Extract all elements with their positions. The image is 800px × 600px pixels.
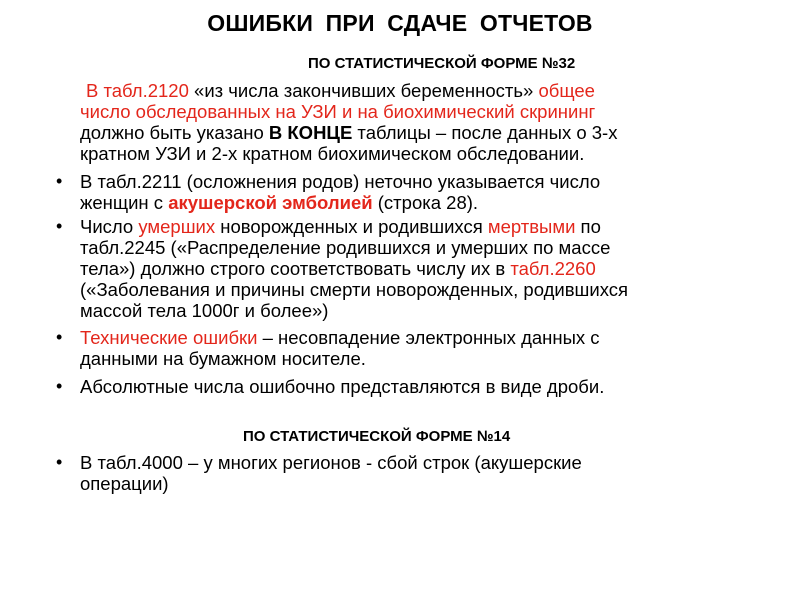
red-text: табл.2260 <box>510 258 596 279</box>
bold-text: В КОНЦЕ <box>268 122 353 143</box>
list-item-table-2245 <box>80 216 760 321</box>
text-span: по <box>575 216 601 237</box>
text-line <box>80 192 760 213</box>
text-line: массой тела 1000г и более») <box>80 300 329 321</box>
text-span: женщин с <box>80 192 169 213</box>
list-item-absolute-numbers <box>80 376 760 397</box>
text-line <box>80 80 760 101</box>
section-heading-form-14: ПО СТАТИСТИЧЕСКОЙ ФОРМЕ №14 <box>243 428 511 445</box>
text-span: таблицы – после данных о 3-х <box>352 122 618 143</box>
text-span: новорожденных и родившихся <box>215 216 488 237</box>
red-text: В табл.2120 <box>86 80 189 101</box>
text-line: Абсолютные числа ошибочно представляются в виде дроби. <box>80 376 605 397</box>
text-span: (строка 28). <box>372 192 479 213</box>
text-line: кратном УЗИ и 2-х кратном биохимическом обследовании. <box>80 143 585 164</box>
text-line <box>80 327 760 348</box>
bullet-icon: • <box>56 327 63 347</box>
list-item-table-2211 <box>80 171 760 213</box>
text-line: операции) <box>80 473 169 494</box>
bullet-icon: • <box>56 216 63 236</box>
paragraph-table-2120 <box>80 80 760 164</box>
text-line: («Заболевания и причины смерти новорожденных, родившихся <box>80 279 629 300</box>
red-text: общее <box>538 80 595 101</box>
text-span: должно быть указано <box>80 122 269 143</box>
text-span: тела») должно строго соответствовать числу их в <box>80 258 511 279</box>
red-bold-text: акушерской эмболией <box>168 192 373 213</box>
text-span: – несовпадение электронных данных с <box>257 327 600 348</box>
text-line: В табл.4000 – у многих регионов - сбой строк (акушерские <box>80 452 582 473</box>
text-line: В табл.2211 (осложнения родов) неточно указывается число <box>80 171 601 192</box>
text-span: Число <box>80 216 139 237</box>
page-title: ОШИБКИ ПРИ СДАЧЕ ОТЧЕТОВ <box>207 10 593 36</box>
text-line <box>80 216 760 237</box>
text-line <box>80 258 760 279</box>
text-span: «из числа закончивших беременность» <box>188 80 539 101</box>
text-line <box>80 122 760 143</box>
text-line: данными на бумажном носителе. <box>80 348 366 369</box>
red-text: Технические ошибки <box>80 327 258 348</box>
bullet-icon: • <box>56 171 63 191</box>
red-text: умерших <box>138 216 216 237</box>
red-text: мертвыми <box>487 216 576 237</box>
list-item-table-4000 <box>80 452 760 494</box>
bullet-icon: • <box>56 376 63 396</box>
list-item-technical-errors <box>80 327 760 369</box>
bullet-icon: • <box>56 452 63 472</box>
text-line: табл.2245 («Распределение родившихся и умерших по массе <box>80 237 611 258</box>
section-heading-form-32: ПО СТАТИСТИЧЕСКОЙ ФОРМЕ №32 <box>308 55 576 72</box>
red-text-line: число обследованных на УЗИ и на биохимический скрининг <box>80 101 596 122</box>
